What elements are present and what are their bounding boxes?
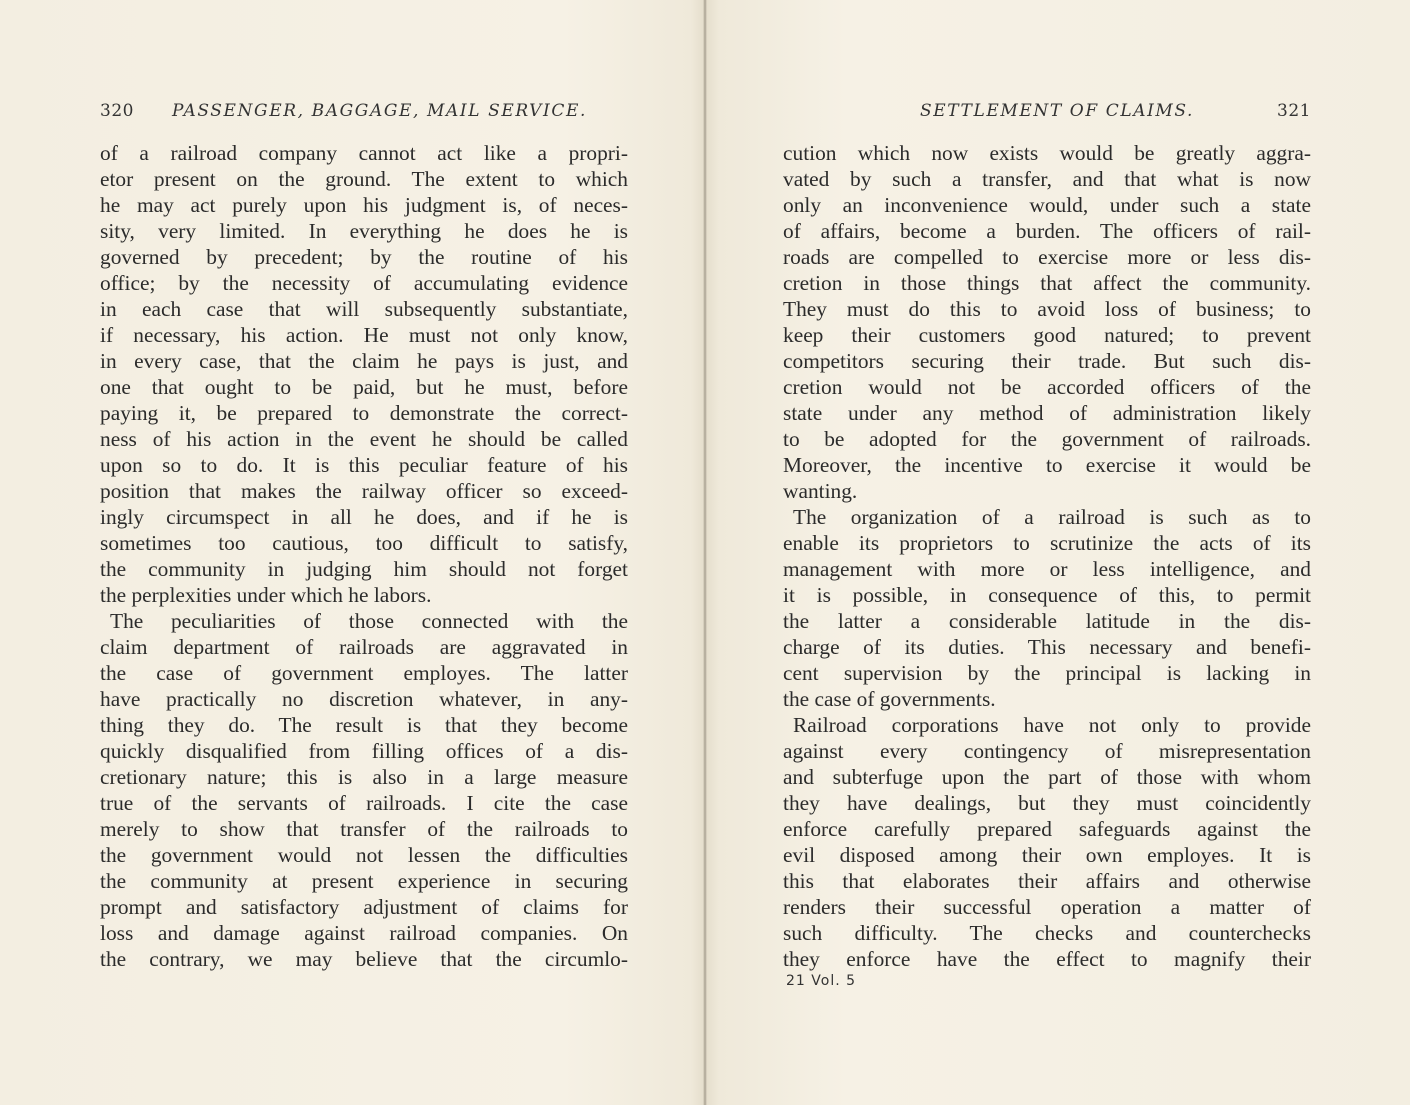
- right-body-text: [783, 140, 1311, 972]
- paragraph: [783, 712, 1311, 972]
- text-line: it is possible, in consequence of this, to permit: [783, 583, 1311, 607]
- text-line: enforce carefully prepared safeguards against the: [783, 817, 1311, 841]
- left-running-title: PASSENGER, BAGGAGE, MAIL SERVICE.: [172, 101, 587, 121]
- text-line: the contrary, we may believe that the circumlo-: [100, 947, 628, 971]
- text-line: competitors securing their trade. But such dis-: [783, 349, 1311, 373]
- text-line: keep their customers good natured; to prevent: [783, 323, 1311, 347]
- text-line: the perplexities under which he labors.: [100, 583, 432, 607]
- text-line: in each case that will subsequently substantiate,: [100, 297, 628, 321]
- text-line: ness of his action in the event he should be called: [100, 427, 628, 451]
- text-line: office; by the necessity of accumulating evidence: [100, 271, 628, 295]
- text-line: have practically no discretion whatever, in any-: [100, 687, 628, 711]
- text-line: prompt and satisfactory adjustment of claims for: [100, 895, 628, 919]
- text-line: management with more or less intelligence, and: [783, 557, 1311, 581]
- text-line: they enforce have the effect to magnify their: [783, 947, 1311, 971]
- text-line: state under any method of administration likely: [783, 401, 1311, 425]
- text-line: cent supervision by the principal is lacking in: [783, 661, 1311, 685]
- text-line: the community at present experience in securing: [100, 869, 628, 893]
- text-line: Railroad corporations have not only to provide: [793, 713, 1311, 737]
- text-line: and subterfuge upon the part of those with whom: [783, 765, 1311, 789]
- text-line: roads are compelled to exercise more or less dis-: [783, 245, 1311, 269]
- text-line: cution which now exists would be greatly aggra-: [783, 141, 1311, 165]
- text-line: quickly disqualified from filling offices of a dis-: [100, 739, 628, 763]
- text-line: one that ought to be paid, but he must, before: [100, 375, 628, 399]
- text-line: claim department of railroads are aggravated in: [100, 635, 628, 659]
- book-gutter: [703, 0, 707, 1105]
- text-line: charge of its duties. This necessary and benefi-: [783, 635, 1311, 659]
- text-line: wanting.: [783, 479, 858, 503]
- text-line: ingly circumspect in all he does, and if he is: [100, 505, 628, 529]
- text-line: upon so to do. It is this peculiar feature of his: [100, 453, 628, 477]
- text-line: They must do this to avoid loss of business; to: [783, 297, 1311, 321]
- text-line: if necessary, his action. He must not only know,: [100, 323, 628, 347]
- text-line: loss and damage against railroad companies. On: [100, 921, 628, 945]
- text-line: in every case, that the claim he pays is just, and: [100, 349, 628, 373]
- text-line: cretion in those things that affect the community.: [783, 271, 1311, 295]
- text-line: Moreover, the incentive to exercise it would be: [783, 453, 1311, 477]
- text-line: only an inconvenience would, under such a state: [783, 193, 1311, 217]
- left-body-text: [100, 140, 628, 972]
- right-page: [783, 96, 1311, 989]
- text-line: sity, very limited. In everything he does he is: [100, 219, 628, 243]
- text-line: he may act purely upon his judgment is, of neces-: [100, 193, 628, 217]
- text-line: the case of government employes. The latter: [100, 661, 628, 685]
- text-line: the case of governments.: [783, 687, 996, 711]
- right-running-title: SETTLEMENT OF CLAIMS.: [920, 101, 1195, 121]
- text-line: thing they do. The result is that they become: [100, 713, 628, 737]
- left-page: [100, 96, 628, 972]
- paragraph: [100, 608, 628, 972]
- paragraph: [783, 504, 1311, 712]
- text-line: the government would not lessen the difficulties: [100, 843, 628, 867]
- text-line: the community in judging him should not forget: [100, 557, 628, 581]
- right-page-number: 321: [1277, 101, 1311, 121]
- text-line: of affairs, become a burden. The officers of rail-: [783, 219, 1311, 243]
- text-line: the latter a considerable latitude in the dis-: [783, 609, 1311, 633]
- signature-mark: 21 Vol. 5: [786, 973, 857, 989]
- left-page-number: 320: [100, 101, 134, 121]
- text-line: position that makes the railway officer so exceed-: [100, 479, 628, 503]
- text-line: this that elaborates their affairs and otherwise: [783, 869, 1311, 893]
- text-line: paying it, be prepared to demonstrate the correct-: [100, 401, 628, 425]
- text-line: renders their successful operation a matter of: [783, 895, 1311, 919]
- text-line: The organization of a railroad is such as to: [793, 505, 1311, 529]
- text-line: vated by such a transfer, and that what is now: [783, 167, 1311, 191]
- text-line: against every contingency of misrepresentation: [783, 739, 1311, 763]
- text-line: cretion would not be accorded officers of the: [783, 375, 1311, 399]
- text-line: of a railroad company cannot act like a propri-: [100, 141, 628, 165]
- text-line: evil disposed among their own employes. It is: [783, 843, 1311, 867]
- text-line: cretionary nature; this is also in a large measure: [100, 765, 628, 789]
- text-line: enable its proprietors to scrutinize the acts of its: [783, 531, 1311, 555]
- paragraph: [100, 140, 628, 608]
- text-line: etor present on the ground. The extent to which: [100, 167, 628, 191]
- text-line: true of the servants of railroads. I cite the case: [100, 791, 628, 815]
- text-line: they have dealings, but they must coincidently: [783, 791, 1311, 815]
- paragraph: [783, 140, 1311, 504]
- text-line: sometimes too cautious, too difficult to satisfy,: [100, 531, 628, 555]
- text-line: such difficulty. The checks and counterchecks: [783, 921, 1311, 945]
- text-line: merely to show that transfer of the railroads to: [100, 817, 628, 841]
- text-line: The peculiarities of those connected with the: [110, 609, 628, 633]
- text-line: to be adopted for the government of railroads.: [783, 427, 1311, 451]
- right-running-head: [783, 96, 1311, 126]
- text-line: governed by precedent; by the routine of his: [100, 245, 628, 269]
- left-running-head: [100, 96, 628, 126]
